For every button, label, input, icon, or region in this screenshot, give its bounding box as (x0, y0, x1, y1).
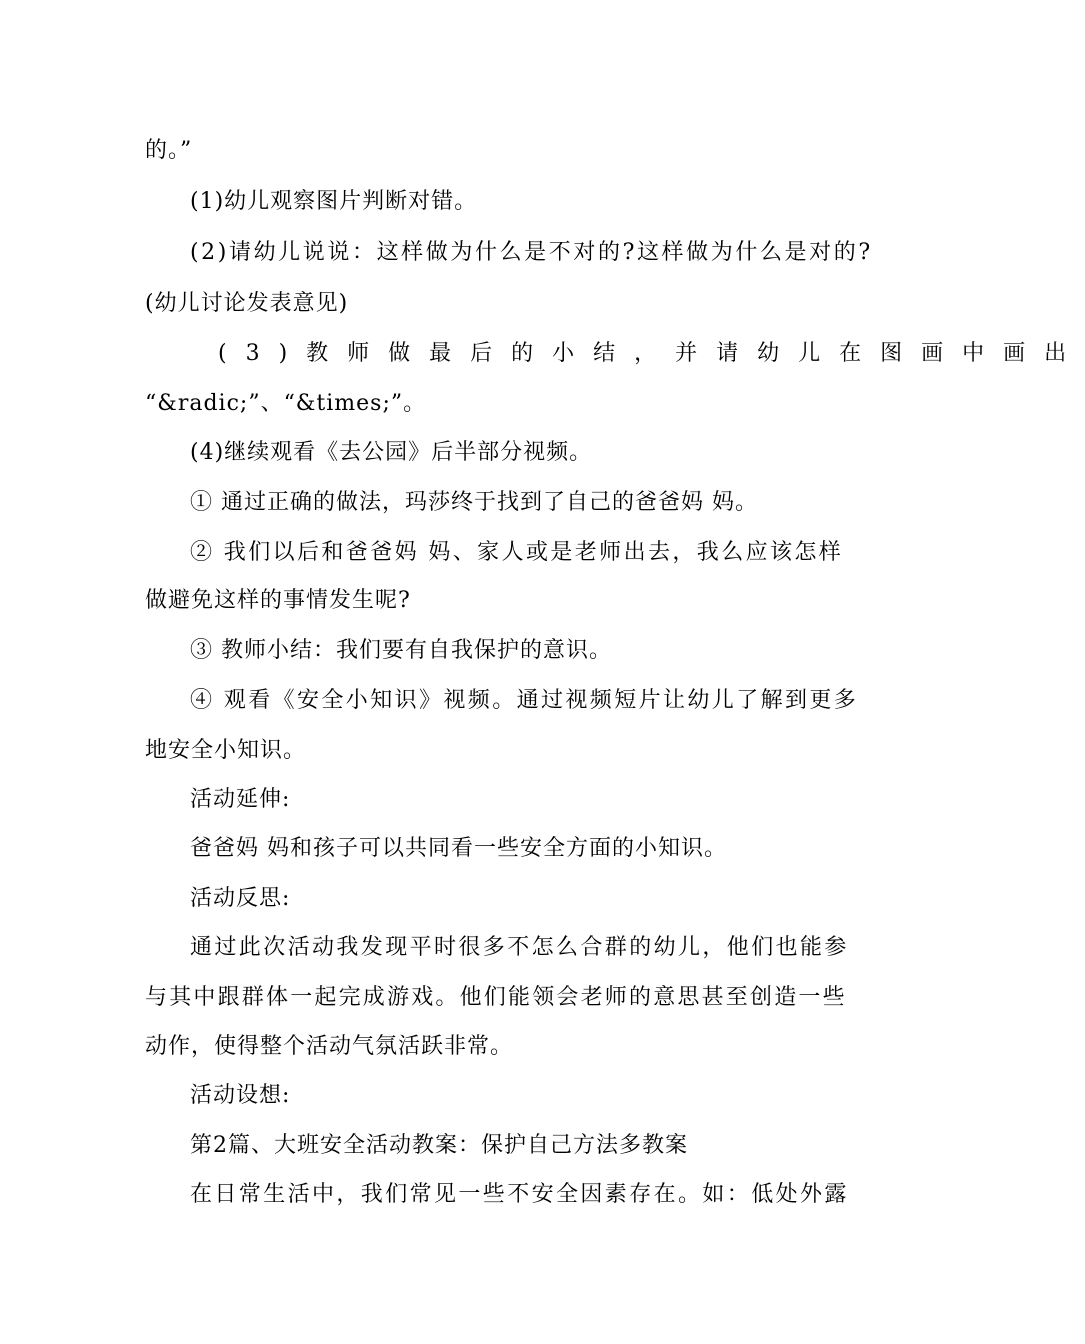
text-line: “&radic;”、“&times;”。 (145, 391, 427, 416)
text-line: 做避免这样的事情发生呢? (145, 588, 411, 613)
text-line: ④ 观看《安全小知识》视频。通过视频短片让幼儿了解到更多 (190, 688, 859, 713)
text-line: 的。” (145, 138, 193, 163)
text-line: (2)请幼儿说说：这样做为什么是不对的?这样做为什么是对的? (190, 240, 873, 265)
text-line: 活动延伸: (190, 787, 291, 812)
text-line: (4)继续观看《去公园》后半部分视频。 (190, 440, 593, 465)
text-line: ③ 教师小结：我们要有自我保护的意识。 (190, 638, 612, 663)
text-line: 动作，使得整个活动气氛活跃非常。 (145, 1034, 514, 1059)
text-line: (3)教师做最后的小结，并请幼儿在图画中画出 (218, 341, 1085, 366)
text-line: ② 我们以后和爸爸妈 妈、家人或是老师出去，我么应该怎样 (190, 540, 844, 565)
text-line: 活动设想: (190, 1083, 291, 1108)
text-line: (1)幼儿观察图片判断对错。 (190, 189, 478, 214)
text-line: 第2篇、大班安全活动教案：保护自己方法多教案 (190, 1133, 688, 1158)
text-line: ① 通过正确的做法，玛莎终于找到了自己的爸爸妈 妈。 (190, 490, 758, 515)
text-line: 活动反思: (190, 886, 291, 911)
text-line: 爸爸妈 妈和孩子可以共同看一些安全方面的小知识。 (190, 836, 727, 861)
text-line: 通过此次活动我发现平时很多不怎么合群的幼儿，他们也能参 (190, 935, 849, 960)
text-line: 地安全小知识。 (145, 738, 307, 763)
text-line: 在日常生活中，我们常见一些不安全因素存在。如：低处外露 (190, 1182, 849, 1207)
text-line: 与其中跟群体一起完成游戏。他们能领会老师的意思甚至创造一些 (145, 985, 847, 1010)
text-line: (幼儿讨论发表意见) (145, 291, 349, 316)
